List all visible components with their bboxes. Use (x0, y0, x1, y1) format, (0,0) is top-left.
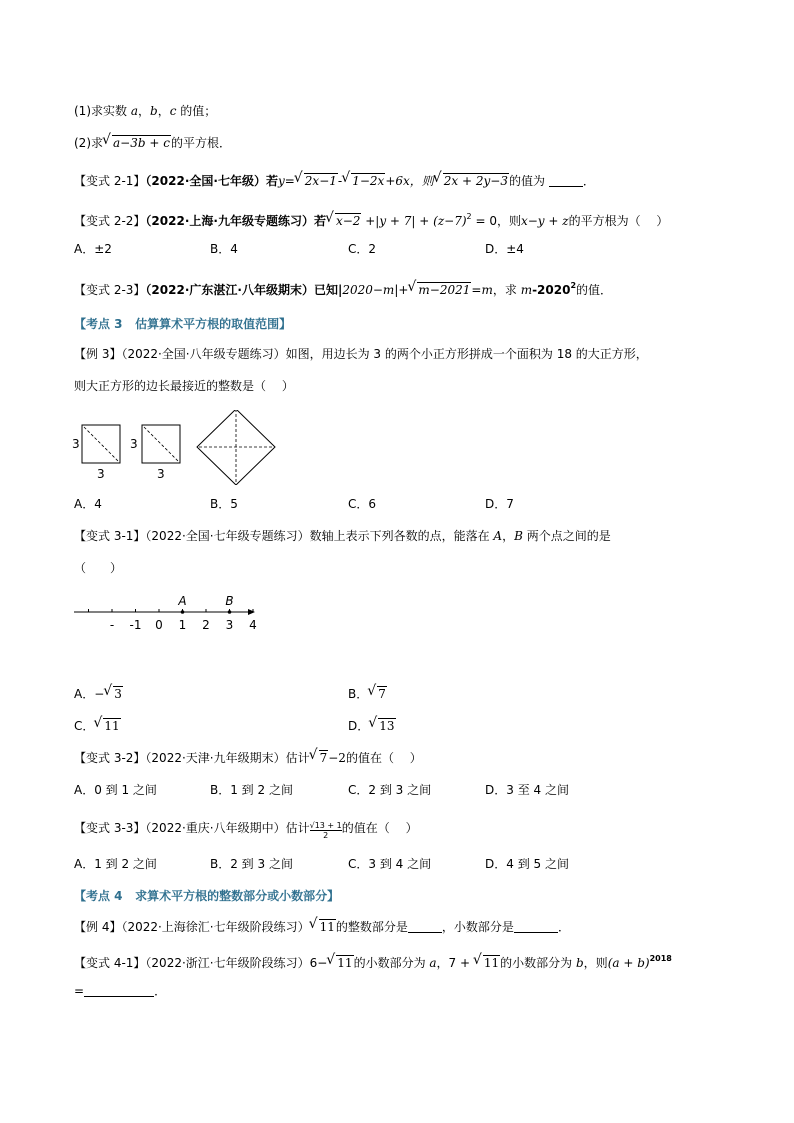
option-a[interactable]: A．−√ 3 (74, 685, 123, 703)
question-2: (2)求√ a−3b + c的平方根． (74, 134, 231, 152)
option-c[interactable]: C．√ 11 (74, 717, 121, 735)
fraction: $\frac{√13 + 1}{2}$ (309, 821, 342, 840)
axis-point-a (181, 610, 185, 614)
side-label-left-1: 3 (72, 437, 80, 451)
axis-point-b (228, 610, 232, 614)
question-1: (1)求实数 a，b，c 的值； (74, 104, 217, 118)
variant-3-1-line-2: （ ） (74, 561, 123, 575)
example-4: 【例 4】（2022·上海徐汇·七年级阶段练习）√ 11的整数部分是 ，小数部分是 ． (74, 918, 570, 936)
option-c[interactable]: C．3 到 4 之间 (348, 857, 432, 871)
variant-3-1: 【变式 3-1】（2022·全国·七年级专题练习）数轴上表示下列各数的点，能落在 A，B 两个点之间的是 (74, 529, 611, 543)
axis-tick-label: - (109, 618, 115, 632)
option-b[interactable]: B．√ 7 (348, 685, 387, 703)
axis-tick-label: 4 (249, 618, 257, 632)
answer-blank[interactable] (84, 983, 154, 997)
small-square-2 (142, 425, 180, 463)
variant-2-1: 【变式 2-1】（2022·全国·七年级）若y=√ 2x−1-√ 1−2x+6x，则√ 2x + 2y−3的值为 ． (74, 172, 595, 190)
side-label-left-2: 3 (130, 437, 138, 451)
axis-arrow-icon (248, 609, 255, 615)
option-a[interactable]: A．±2 (74, 242, 112, 256)
axis-tick-label: 0 (155, 618, 163, 632)
decimal-part-blank[interactable] (514, 919, 558, 933)
option-d[interactable]: D．4 到 5 之间 (485, 857, 569, 871)
large-square-diamond (197, 410, 275, 485)
sqrt-expression: √ a−3b + c (103, 134, 171, 152)
variant-4-1: 【变式 4-1】（2022·浙江·七年级阶段练习）6−√ 11的小数部分为 a，7 + √ 11的小数部分为 b，则$(a + b)^{2018}$ (74, 950, 672, 972)
option-c[interactable]: C．2 (348, 242, 377, 256)
variant-4-1-line-2: = ． (74, 984, 167, 998)
option-a[interactable]: A．0 到 1 之间 (74, 783, 157, 797)
axis-point-label-a: A (178, 594, 187, 608)
option-d[interactable]: D．3 至 4 之间 (485, 783, 569, 797)
option-a[interactable]: A．1 到 2 之间 (74, 857, 157, 871)
option-b[interactable]: B．2 到 3 之间 (210, 857, 293, 871)
option-b[interactable]: B．1 到 2 之间 (210, 783, 293, 797)
axis-point-label-b: B (225, 594, 234, 608)
variant-2-3: 【变式 2-3】（2022·广东湛江·八年级期末）已知|2020−m|+√ m−2021=m，求 m-2020$^2$的值． (74, 277, 612, 299)
variant-3-2: 【变式 3-2】（2022·天津·九年级期末）估计√ 7−2的值在（ ） (74, 749, 422, 767)
side-label-bottom-1: 3 (97, 467, 105, 481)
option-c[interactable]: C．6 (348, 497, 377, 511)
variant-2-2: 【变式 2-2】（2022·上海·九年级专题练习）若√ $x-2 +|y + 7| + (z-7)^2 = 0$，则x−y + z的平方根为（ ） (74, 208, 668, 230)
axis-tick-label: 1 (178, 618, 187, 632)
example-3: 【例 3】（2022·全国·八年级专题练习）如图，用边长为 3 的两个小正方形拼成一个面积为 18 的大正方形， (74, 347, 648, 361)
integer-part-blank[interactable] (408, 919, 442, 933)
option-a[interactable]: A．4 (74, 497, 102, 511)
option-c[interactable]: C．2 到 3 之间 (348, 783, 432, 797)
section-heading-4: 【考点 4 求算术平方根的整数部分或小数部分】 (74, 889, 340, 903)
small-square-1 (82, 425, 120, 463)
section-heading-3: 【考点 3 估算算术平方根的取值范围】 (74, 317, 292, 331)
side-label-bottom-2: 3 (157, 467, 165, 481)
example-3-line-2: 则大正方形的边长最接近的整数是（ ） (74, 379, 294, 393)
option-d[interactable]: D．±4 (485, 242, 524, 256)
squares-figure (70, 410, 290, 485)
option-d[interactable]: D．√ 13 (348, 717, 396, 735)
number-line (70, 592, 260, 634)
axis-tick-label: 3 (225, 618, 234, 632)
axis-tick-label: 2 (202, 618, 210, 632)
option-b[interactable]: B．4 (210, 242, 238, 256)
option-d[interactable]: D．7 (485, 497, 514, 511)
variant-3-3: 【变式 3-3】（2022·重庆·八年级期中）估计 $\frac{√13 + 1}{2}$ 的值在（ ） (74, 821, 418, 840)
axis-tick-label: -1 (129, 618, 142, 632)
answer-blank[interactable] (549, 173, 583, 187)
option-b[interactable]: B．5 (210, 497, 238, 511)
